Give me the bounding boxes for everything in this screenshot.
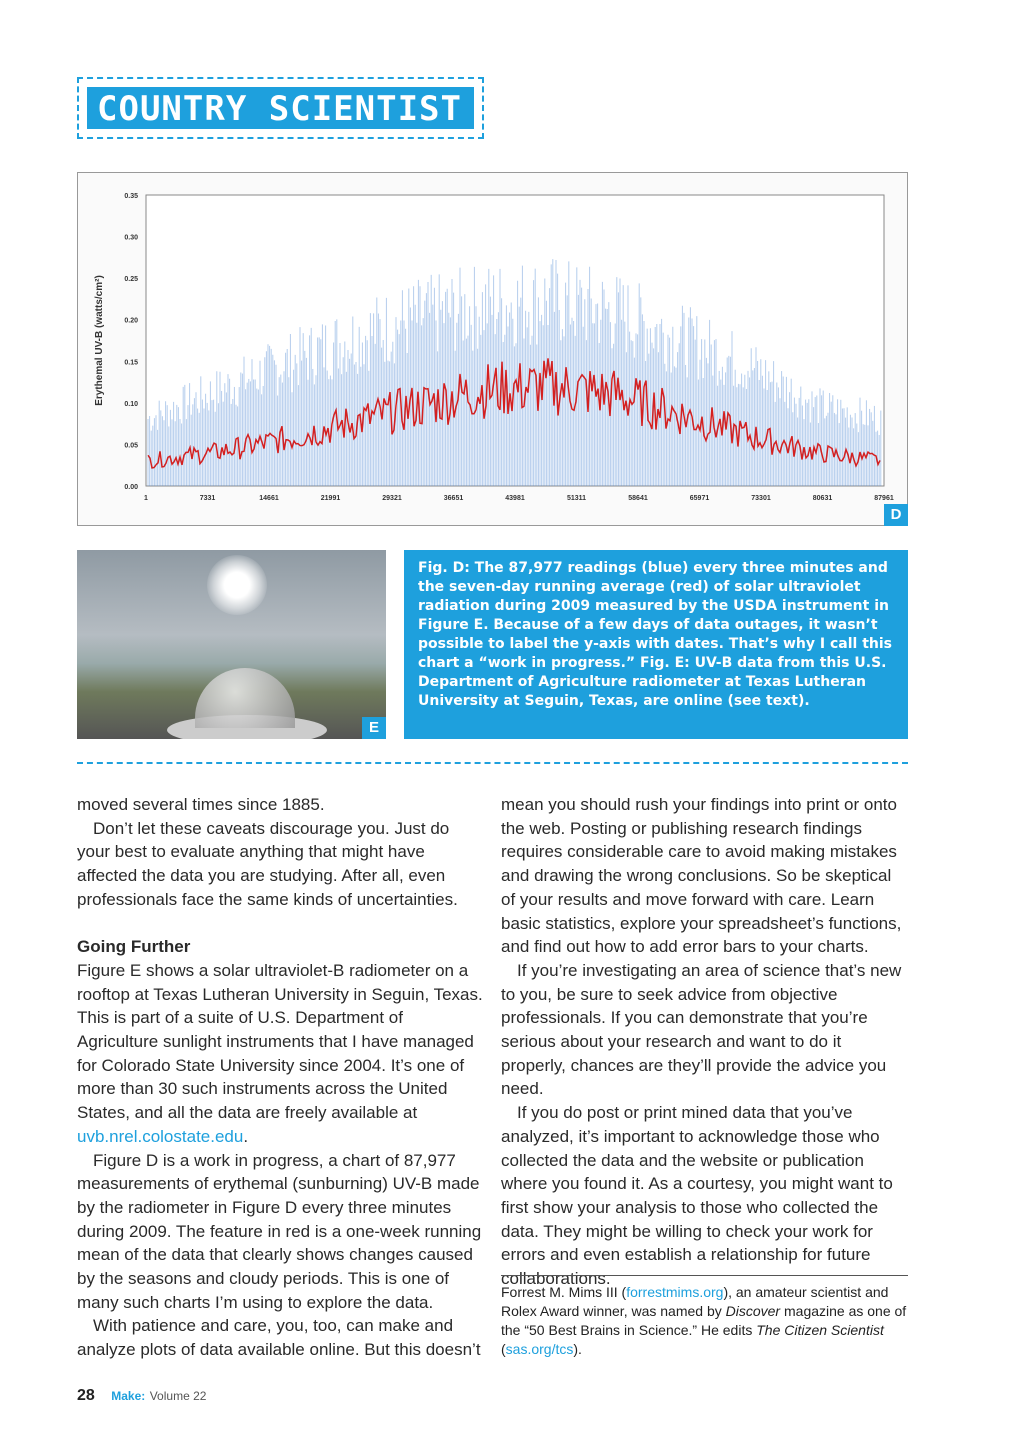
section-title: COUNTRY SCIENTIST [87,87,474,129]
x-tick-label: 80631 [812,495,833,502]
y-axis-label: Erythemal UV-B (watts/cm²) [94,275,105,406]
text: Figure E shows a solar ultraviolet-B radiometer on a rooftop at Texas Lutheran University in Seguin, Texas. This is part of a suite of U.S. Department of Agriculture sunlight instruments that I have managed for Colorado State University since 2004. It’s one of more than 30 such instruments across the United States, and all the data are freely available at [77,960,483,1123]
x-tick-label: 51311 [566,495,587,502]
y-tick-label: 0.30 [124,234,138,242]
divider [77,762,908,764]
radiometer-photo [77,550,386,739]
x-tick-label: 65971 [689,495,710,502]
text: ( [501,1341,506,1357]
radiometer-dome [195,668,295,728]
x-tick-label: 36651 [443,495,464,502]
chart-svg [78,173,909,527]
sas-link[interactable]: sas.org/tcs [505,1341,574,1357]
y-tick-label: 0.00 [124,484,138,491]
brand: Make: [111,1389,146,1403]
text: ). [573,1341,582,1357]
figure-e-tag: E [362,717,386,739]
right-column [501,793,908,1291]
paragraph: With patience and care, you, too, can make and analyze plots of data available online. But this doesn’t [77,1316,481,1360]
paragraph: If you’re investigating an area of science that’s new to you, be sure to seek advice from objective professionals. If you can demonstrate that you’re serious about your research and want to do it properly, chances are they’ll provide the advice you need. [501,960,902,1099]
paragraph: Figure D is a work in progress, a chart of 87,977 measurements of erythemal (sunburning) UV-B made by the radiometer in Figure D every three minutes during 2009. The feature in red is a one-week running mean of the data that clearly shows changes caused by the seasons and cloudy periods. This is one of many such charts I’m using to explore the data. [77,1150,482,1312]
section-header [77,77,484,139]
paragraph: If you do post or print mined data that you’ve analyzed, it’s important to acknowledge those who collected the data and the website or publication where you found it. As a courtesy, you might want to first show your analysis to those who collected the data. They might be willing to check your work for errors and even establish a relationship for future collaborations. [501,1103,893,1289]
y-tick-label: 0.05 [124,442,138,450]
forrestmims-link[interactable]: forrestmims.org [626,1284,724,1300]
x-tick-label: 29321 [382,495,402,502]
x-tick-label: 73301 [751,495,771,502]
y-tick-label: 0.15 [124,359,138,367]
figure-d-tag: D [884,504,908,526]
x-tick-label: 14661 [259,495,279,502]
left-column [77,793,487,1362]
x-tick-label: 87961 [874,495,894,502]
text: The Citizen Scientist [756,1322,884,1338]
uvb-chart [77,172,908,526]
figure-caption: Fig. D: The 87,977 readings (blue) every three minutes and the seven-day running average (red) of solar ultraviolet radiation during 2009 measured by the USDA instrument in Figure E. Because of a few days of data outages, it wasn’t possible to label the y-axis with dates. That’s why I call this chart a “work in progress.” Fig. E: UV-B data from this U.S. Department of Agriculture radiometer at Texas Lutheran University at Seguin, Texas, are online (see text). [404,550,908,739]
y-tick-label: 0.20 [124,317,138,325]
y-tick-label: 0.35 [124,193,138,200]
x-tick-label: 7331 [199,495,216,502]
author-bio [501,1275,908,1359]
uvb-link[interactable]: uvb.nrel.colostate.edu [77,1126,244,1146]
paragraph [77,959,487,1149]
y-tick-label: 0.25 [124,276,138,284]
x-tick-label: 21991 [320,495,341,502]
y-tick-label: 0.10 [124,400,138,408]
volume: Volume 22 [149,1389,207,1403]
paragraph: moved several times since 1885. [77,795,325,814]
paragraph: mean you should rush your findings into print or onto the web. Posting or publishing research findings requires considerable care to avoid making mistakes and drawing the wrong conclusions. So be skeptical of your results and move forward with care. Learn basic statistics, explore your spreadsheet’s functions, and find out how to add error bars to your charts. [501,795,902,957]
paragraph: Don’t let these caveats discourage you. Just do your best to evaluate anything that might have affected the data you are studying. After all, even professionals face the same kinds of uncertainties. [77,818,458,909]
subheading: Going Further [77,937,191,957]
page-footer [77,1387,206,1405]
x-tick-label: 43981 [505,495,525,502]
page-number: 28 [77,1387,95,1404]
text: Forrest M. Mims III ( [501,1284,627,1300]
x-tick-label: 58641 [628,495,648,502]
x-tick-label: 1 [144,495,148,502]
text: Discover [725,1303,781,1319]
text: . [243,1126,249,1146]
text: ), an amateur scientist and Rolex Award winner, was named by [501,1284,889,1319]
sun [207,555,267,615]
text: magazine as one of the “50 Best Brains in Science.” He edits [501,1303,907,1338]
